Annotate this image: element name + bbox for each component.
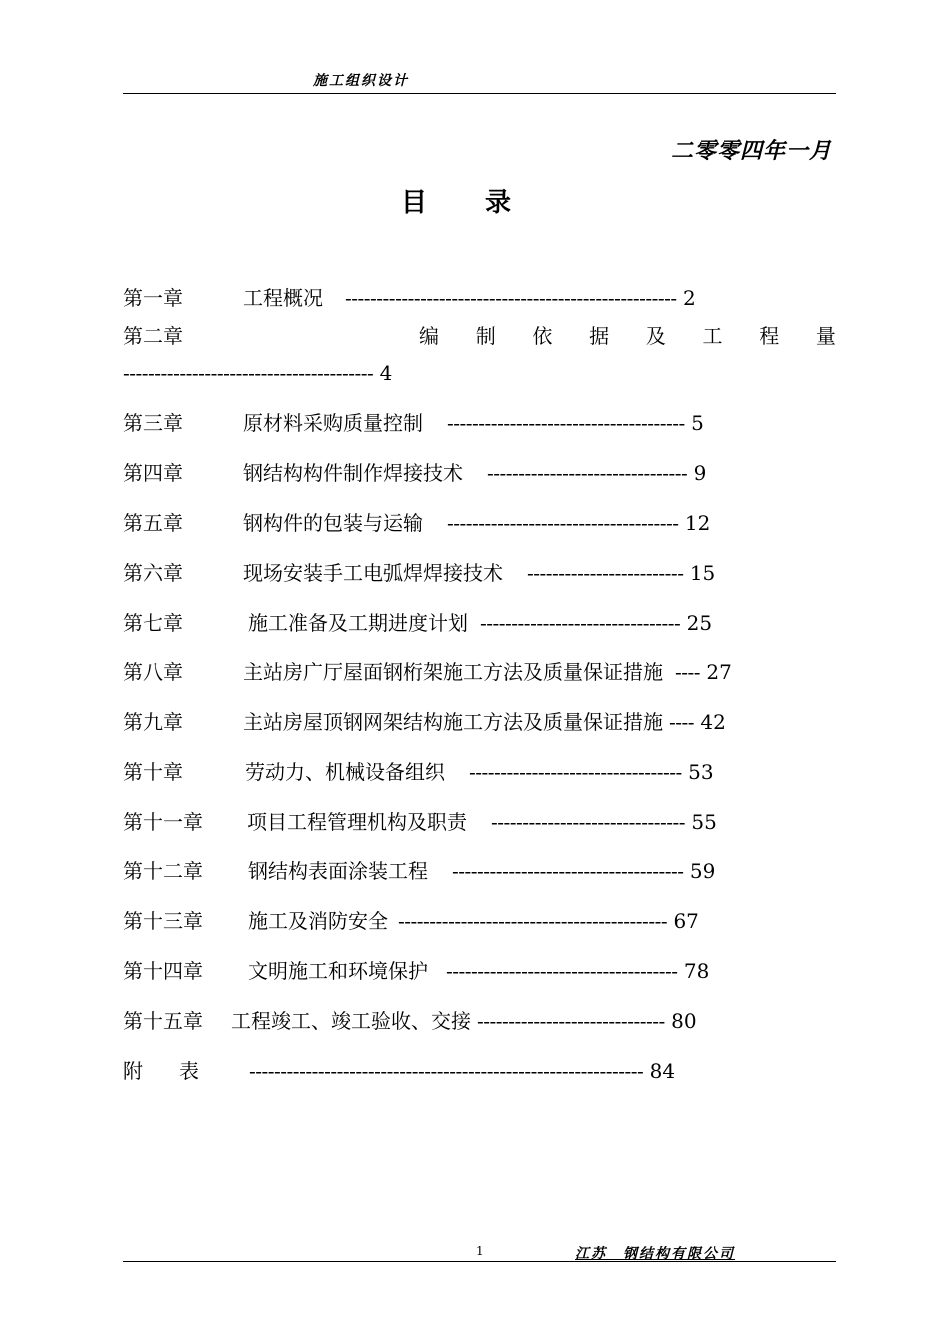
toc-page: 27	[706, 660, 732, 684]
toc-entry-1[interactable]	[123, 284, 696, 312]
toc-title: 劳动力、机械设备组织	[245, 760, 445, 784]
toc-entry-11[interactable]	[123, 808, 717, 836]
toc-title: 钢结构表面涂装工程	[248, 859, 428, 883]
toc-page: 4	[379, 361, 393, 385]
toc-chapter: 第七章	[123, 611, 183, 635]
toc-leader: --------------------------------	[487, 461, 688, 485]
toc-title: 施工准备及工期进度计划	[248, 611, 468, 635]
toc-title: 现场安装手工电弧焊焊接技术	[243, 561, 503, 585]
toc-title: 原材料采购质量控制	[243, 411, 423, 435]
toc-chapter: 第十三章	[123, 909, 203, 933]
toc-title: 钢结构构件制作焊接技术	[243, 461, 463, 485]
toc-chapter: 第十五章	[123, 1009, 203, 1033]
toc-title: 钢构件的包装与运输	[243, 511, 423, 535]
toc-entry-6[interactable]	[123, 559, 715, 587]
toc-entry-4[interactable]	[123, 459, 706, 487]
toc-chapter: 第二章	[123, 324, 183, 348]
toc-page: 80	[671, 1009, 697, 1033]
toc-entry-5[interactable]	[123, 509, 710, 537]
toc-leader: ---------------------------------------------------------------	[249, 1059, 644, 1083]
toc-heading: 目录	[400, 188, 569, 218]
toc-leader: ----------------------------------------	[123, 361, 374, 385]
toc-leader: -------------------------------	[491, 810, 685, 834]
document-date: 二零零四年一月	[670, 139, 832, 164]
toc-page: 59	[689, 859, 716, 883]
toc-entry-8[interactable]	[123, 658, 732, 686]
toc-page: 42	[700, 710, 726, 734]
toc-entry-9[interactable]	[123, 708, 726, 736]
toc-page: 5	[691, 411, 704, 435]
toc-chapter: 第四章	[123, 461, 183, 485]
toc-chapter: 第九章	[123, 710, 183, 734]
toc-entry-2-continued[interactable]	[123, 359, 392, 387]
toc-leader: --------------------------------	[480, 611, 681, 635]
toc-leader: -------------------------------------	[446, 959, 678, 983]
toc-entry-13[interactable]	[123, 907, 699, 935]
toc-page: 25	[686, 611, 713, 635]
toc-chapter: 第十四章	[123, 959, 203, 983]
toc-chapter: 第五章	[123, 511, 183, 535]
toc-leader: ----	[669, 710, 695, 734]
toc-entry-14[interactable]	[123, 957, 709, 985]
toc-chapter: 第八章	[123, 660, 183, 684]
footer-rule	[123, 1261, 836, 1262]
header-rule	[123, 93, 836, 94]
toc-leader: -------------------------------------	[452, 859, 684, 883]
toc-page: 9	[693, 461, 707, 485]
toc-leader: -----------------------------------------------------	[345, 286, 677, 310]
toc-page: 78	[683, 959, 710, 983]
toc-page: 12	[684, 511, 711, 535]
toc-title: 施工及消防安全	[248, 909, 388, 933]
toc-leader: -------------------------	[527, 561, 684, 585]
toc-page: 53	[688, 760, 714, 784]
toc-chapter: 第十一章	[123, 810, 203, 834]
toc-leader: -------------------------------------	[447, 511, 679, 535]
toc-chapter: 第六章	[123, 561, 183, 585]
toc-chapter: 第十二章	[123, 859, 203, 883]
page-number: 1	[476, 1244, 484, 1258]
toc-title: 文明施工和环境保护	[248, 959, 428, 983]
toc-page: 15	[689, 561, 716, 585]
toc-leader: ----------------------------------	[469, 760, 682, 784]
toc-leader: --------------------------------------	[447, 411, 685, 435]
toc-entry-12[interactable]	[123, 857, 715, 885]
toc-page: 67	[673, 909, 699, 933]
toc-title: 工程概况	[243, 286, 323, 310]
toc-page: 55	[691, 810, 717, 834]
toc-chapter: 第十章	[123, 760, 183, 784]
toc-entry-15[interactable]	[123, 1007, 697, 1035]
toc-entry-7[interactable]	[123, 609, 712, 637]
toc-title: 主站房屋顶钢网架结构施工方法及质量保证措施	[243, 710, 663, 734]
toc-title: 主站房广厅屋面钢桁架施工方法及质量保证措施	[243, 660, 663, 684]
toc-entry-10[interactable]	[123, 758, 714, 786]
toc-page: 84	[649, 1059, 676, 1083]
toc-entry-2[interactable]	[123, 322, 836, 350]
toc-title: 工程竣工、竣工验收、交接	[231, 1009, 471, 1033]
toc-title: 项目工程管理机构及职责	[247, 810, 467, 834]
toc-entry-3[interactable]	[123, 409, 704, 437]
toc-leader: -------------------------------------------	[398, 909, 668, 933]
toc-chapter: 第三章	[123, 411, 183, 435]
footer-company: 江苏 钢结构有限公司	[575, 1246, 735, 1262]
toc-leader: ------------------------------	[477, 1009, 665, 1033]
toc-leader: ----	[675, 660, 701, 684]
toc-page: 2	[683, 286, 696, 310]
toc-title-spaced: 编 制 依 据 及 工 程 量	[419, 324, 836, 348]
toc-chapter: 附 表	[123, 1059, 207, 1083]
toc-chapter: 第一章	[123, 286, 183, 310]
running-header-title: 施工组织设计	[313, 73, 409, 89]
toc-entry-appendix[interactable]	[123, 1057, 675, 1085]
